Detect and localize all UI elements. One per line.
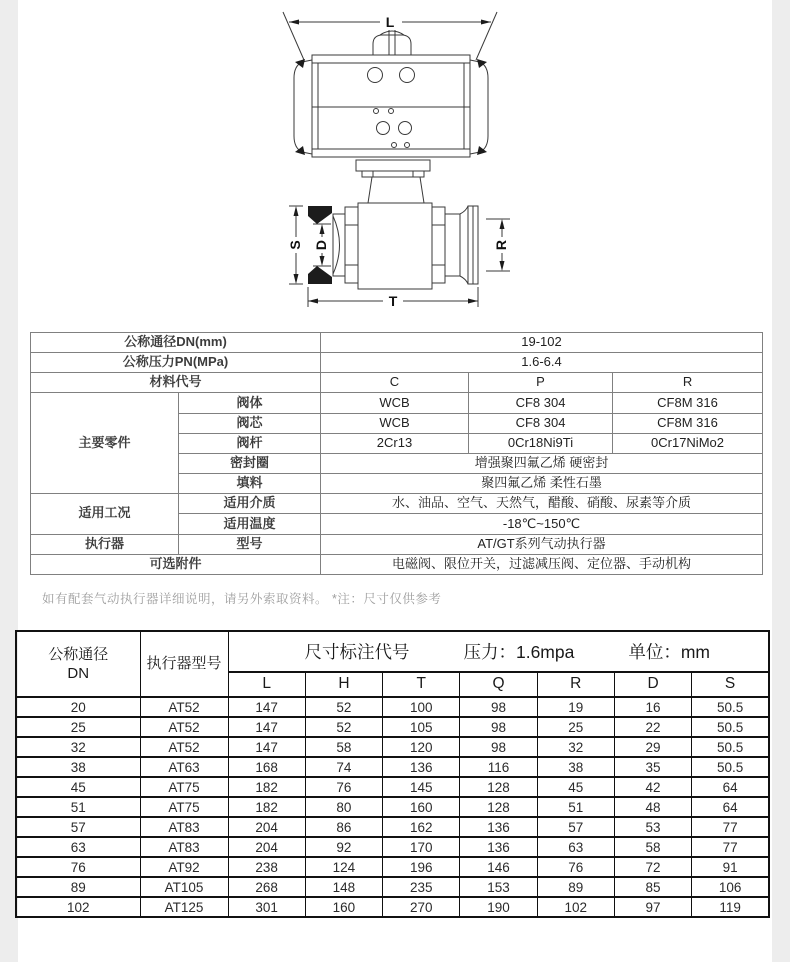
dim-table-cell: 147 xyxy=(228,697,305,717)
dim-header-dn-line2: DN xyxy=(67,665,90,682)
dim-header-actuator: 执行器型号 xyxy=(140,631,228,697)
dim-table-cell: AT83 xyxy=(140,837,228,857)
dim-title-label: 尺寸标注代号 xyxy=(304,641,410,662)
dim-table-cell: 80 xyxy=(305,797,382,817)
dim-table-cell: 57 xyxy=(16,817,140,837)
dim-table-cell: 235 xyxy=(383,877,460,897)
dimension-table xyxy=(15,630,770,918)
spec-table-row xyxy=(31,554,763,574)
dim-table-cell: 45 xyxy=(537,777,614,797)
spec-label-cell: 阀杆 xyxy=(179,433,321,453)
note-text: 如有配套气动执行器详细说明，请另外索取资料。 *注：尺寸仅供参考 xyxy=(42,592,442,606)
spec-label-cell: 适用工况 xyxy=(31,494,179,534)
dim-table-cell: 20 xyxy=(16,697,140,717)
dim-label-s: S xyxy=(287,240,303,250)
dim-table-row xyxy=(16,737,769,757)
dim-table-cell: 35 xyxy=(614,757,691,777)
dim-table-cell: 19 xyxy=(537,697,614,717)
dim-table-cell: 268 xyxy=(228,877,305,897)
dim-table-cell: 91 xyxy=(692,857,769,877)
dim-unit-label: 单位：mm xyxy=(628,641,710,662)
dim-table-cell: 128 xyxy=(460,797,537,817)
ball-valve-drawing xyxy=(308,203,478,289)
dim-table-cell: 25 xyxy=(537,717,614,737)
dim-table-body xyxy=(16,697,769,917)
dimension-l xyxy=(283,12,497,60)
dim-table-cell: 105 xyxy=(383,717,460,737)
dim-table-cell: 48 xyxy=(614,797,691,817)
dim-table-cell: 32 xyxy=(16,737,140,757)
dim-table-row xyxy=(16,717,769,737)
clamp-flange-section xyxy=(308,206,332,224)
dim-table-cell: 168 xyxy=(228,757,305,777)
spec-value-cell: 0Cr18Ni9Ti xyxy=(469,433,613,453)
spec-table-row xyxy=(31,373,763,393)
spec-value-cell: 增强聚四氟乙烯 硬密封 xyxy=(321,453,763,473)
dim-table-cell: 92 xyxy=(305,837,382,857)
dim-pressure-label: 压力：1.6mpa xyxy=(463,641,575,662)
dim-table-cell: 147 xyxy=(228,737,305,757)
dim-table-cell: 160 xyxy=(305,897,382,917)
dim-table-row xyxy=(16,897,769,917)
spec-label-cell: 可选附件 xyxy=(31,554,321,574)
spec-label-cell: 公称通径DN(mm) xyxy=(31,333,321,353)
dim-header-row-1 xyxy=(16,631,769,672)
dim-table-cell: 102 xyxy=(537,897,614,917)
dim-label-d: D xyxy=(313,239,329,251)
dim-table-cell: 98 xyxy=(460,737,537,757)
dim-table-cell: 50.5 xyxy=(692,757,769,777)
spec-label-cell: 填料 xyxy=(179,474,321,494)
dim-table-cell: 53 xyxy=(614,817,691,837)
spec-label-cell: 公称压力PN(MPa) xyxy=(31,353,321,373)
dim-column-header: L xyxy=(228,672,305,697)
spec-value-cell: CF8 304 xyxy=(469,393,613,413)
dim-table-cell: 102 xyxy=(16,897,140,917)
dim-column-header: T xyxy=(383,672,460,697)
dim-label-r: R xyxy=(493,239,509,251)
dim-column-header: S xyxy=(692,672,769,697)
dim-table-cell: 77 xyxy=(692,817,769,837)
dim-table-cell: 97 xyxy=(614,897,691,917)
spec-label-cell: 材料代号 xyxy=(31,373,321,393)
dim-table-cell: 52 xyxy=(305,717,382,737)
spec-value-cell: R xyxy=(613,373,763,393)
dim-label-l: L xyxy=(385,14,395,30)
dim-header-dn-line1: 公称通径 xyxy=(48,645,109,663)
spec-table-row xyxy=(31,393,763,413)
dimension-s xyxy=(287,206,303,284)
dim-table-cell: 190 xyxy=(460,897,537,917)
dimension-t xyxy=(308,287,478,309)
spec-label-cell: 主要零件 xyxy=(31,393,179,494)
spec-value-cell: WCB xyxy=(321,393,469,413)
dim-table-cell: 98 xyxy=(460,697,537,717)
dim-column-header: R xyxy=(537,672,614,697)
dim-table-cell: 25 xyxy=(16,717,140,737)
spec-label-cell: 阀芯 xyxy=(179,413,321,433)
spec-value-cell: 1.6-6.4 xyxy=(321,353,763,373)
dim-table-cell: 116 xyxy=(460,757,537,777)
dim-table-cell: 29 xyxy=(614,737,691,757)
dim-table-cell: 76 xyxy=(305,777,382,797)
spec-value-cell: 2Cr13 xyxy=(321,433,469,453)
dim-table-cell: 238 xyxy=(228,857,305,877)
dim-table-cell: 64 xyxy=(692,797,769,817)
dim-table-row xyxy=(16,837,769,857)
dim-table-cell: 77 xyxy=(692,837,769,857)
dim-table-cell: 16 xyxy=(614,697,691,717)
spec-value-cell: 水、油品、空气、天然气，醋酸、硝酸、尿素等介质 xyxy=(321,494,763,514)
dim-table-row xyxy=(16,777,769,797)
dim-table-cell: 182 xyxy=(228,777,305,797)
dim-table-cell: 148 xyxy=(305,877,382,897)
dim-table-cell: 182 xyxy=(228,797,305,817)
dim-table-cell: 76 xyxy=(16,857,140,877)
spec-value-cell: CF8M 316 xyxy=(613,393,763,413)
dim-table-cell: AT52 xyxy=(140,697,228,717)
spec-value-cell: CF8 304 xyxy=(469,413,613,433)
dim-table-cell: 63 xyxy=(16,837,140,857)
dim-table-row xyxy=(16,877,769,897)
spec-value-cell: P xyxy=(469,373,613,393)
dim-table-cell: 147 xyxy=(228,717,305,737)
dim-table-cell: 51 xyxy=(16,797,140,817)
dim-table-cell: AT52 xyxy=(140,737,228,757)
spec-label-cell: 适用介质 xyxy=(179,494,321,514)
dim-table-cell: 136 xyxy=(383,757,460,777)
dim-table-cell: AT83 xyxy=(140,817,228,837)
spec-label-cell: 型号 xyxy=(179,534,321,554)
dim-table-cell: 32 xyxy=(537,737,614,757)
dim-table-cell: 86 xyxy=(305,817,382,837)
dim-table-cell: 85 xyxy=(614,877,691,897)
pneumatic-actuator-drawing xyxy=(294,30,488,203)
dim-table-row xyxy=(16,697,769,717)
clamp-flange-section xyxy=(308,266,332,284)
dim-table-cell: 45 xyxy=(16,777,140,797)
dim-table-cell: 38 xyxy=(537,757,614,777)
dim-table-row xyxy=(16,757,769,777)
spec-value-cell: -18℃~150℃ xyxy=(321,514,763,534)
dim-table-cell: 42 xyxy=(614,777,691,797)
dim-table-cell: AT105 xyxy=(140,877,228,897)
dim-table-cell: 98 xyxy=(460,717,537,737)
dim-table-cell: 106 xyxy=(692,877,769,897)
spec-value-cell: 0Cr17NiMo2 xyxy=(613,433,763,453)
dim-table-row xyxy=(16,817,769,837)
spec-table-row xyxy=(31,333,763,353)
dim-table-cell: AT52 xyxy=(140,717,228,737)
dim-header-dn xyxy=(16,631,140,697)
dim-table-cell: 50.5 xyxy=(692,717,769,737)
spec-label-cell: 适用温度 xyxy=(179,514,321,534)
spec-table xyxy=(30,332,763,575)
dim-table-cell: 145 xyxy=(383,777,460,797)
spec-value-cell: 聚四氟乙烯 柔性石墨 xyxy=(321,474,763,494)
dim-table-cell: AT125 xyxy=(140,897,228,917)
dim-column-header: H xyxy=(305,672,382,697)
dim-table-row xyxy=(16,857,769,877)
dim-table-cell: 128 xyxy=(460,777,537,797)
dim-table-cell: AT75 xyxy=(140,777,228,797)
dim-table-cell: 76 xyxy=(537,857,614,877)
spec-table-row xyxy=(31,494,763,514)
valve-technical-drawing xyxy=(0,0,790,330)
dim-table-cell: 58 xyxy=(305,737,382,757)
dim-table-cell: 50.5 xyxy=(692,737,769,757)
dim-table-row xyxy=(16,797,769,817)
dim-table-cell: 51 xyxy=(537,797,614,817)
dim-table-cell: 170 xyxy=(383,837,460,857)
dim-table-cell: 63 xyxy=(537,837,614,857)
spec-label-cell: 执行器 xyxy=(31,534,179,554)
dim-label-t: T xyxy=(388,293,398,309)
dim-table-cell: 22 xyxy=(614,717,691,737)
dim-table-cell: AT63 xyxy=(140,757,228,777)
dim-table-cell: 204 xyxy=(228,817,305,837)
dim-table-cell: 160 xyxy=(383,797,460,817)
dim-table-cell: 64 xyxy=(692,777,769,797)
dim-table-cell: AT92 xyxy=(140,857,228,877)
spec-label-cell: 阀体 xyxy=(179,393,321,413)
dim-table-cell: 57 xyxy=(537,817,614,837)
dim-column-header: D xyxy=(614,672,691,697)
dim-table-cell: 119 xyxy=(692,897,769,917)
dim-table-cell: 100 xyxy=(383,697,460,717)
spec-label-cell: 密封圈 xyxy=(179,453,321,473)
dimension-d xyxy=(313,224,331,266)
spec-value-cell: CF8M 316 xyxy=(613,413,763,433)
dimension-r xyxy=(486,219,510,271)
spec-value-cell: AT/GT系列气动执行器 xyxy=(321,534,763,554)
dim-table-cell: 204 xyxy=(228,837,305,857)
spec-table-row xyxy=(31,353,763,373)
spec-value-cell: WCB xyxy=(321,413,469,433)
dim-table-cell: 301 xyxy=(228,897,305,917)
dim-table-cell: 72 xyxy=(614,857,691,877)
dim-table-cell: 136 xyxy=(460,817,537,837)
dim-table-cell: 136 xyxy=(460,837,537,857)
spec-table-body xyxy=(31,333,763,575)
dim-table-cell: 196 xyxy=(383,857,460,877)
dim-header-title xyxy=(228,631,769,672)
dim-table-cell: AT75 xyxy=(140,797,228,817)
dim-table-cell: 89 xyxy=(16,877,140,897)
dim-table-cell: 153 xyxy=(460,877,537,897)
dim-table-cell: 52 xyxy=(305,697,382,717)
dim-table-cell: 74 xyxy=(305,757,382,777)
dim-table-cell: 270 xyxy=(383,897,460,917)
dim-column-header: Q xyxy=(460,672,537,697)
dim-table-cell: 89 xyxy=(537,877,614,897)
spec-value-cell: 19-102 xyxy=(321,333,763,353)
dim-table-cell: 120 xyxy=(383,737,460,757)
dim-table-cell: 58 xyxy=(614,837,691,857)
dim-table-cell: 162 xyxy=(383,817,460,837)
dim-table-cell: 38 xyxy=(16,757,140,777)
spec-value-cell: 电磁阀、限位开关，过滤减压阀、定位器、手动机构 xyxy=(321,554,763,574)
dim-table-cell: 124 xyxy=(305,857,382,877)
spec-value-cell: C xyxy=(321,373,469,393)
dim-table-cell: 146 xyxy=(460,857,537,877)
dim-table-cell: 50.5 xyxy=(692,697,769,717)
spec-table-row xyxy=(31,534,763,554)
